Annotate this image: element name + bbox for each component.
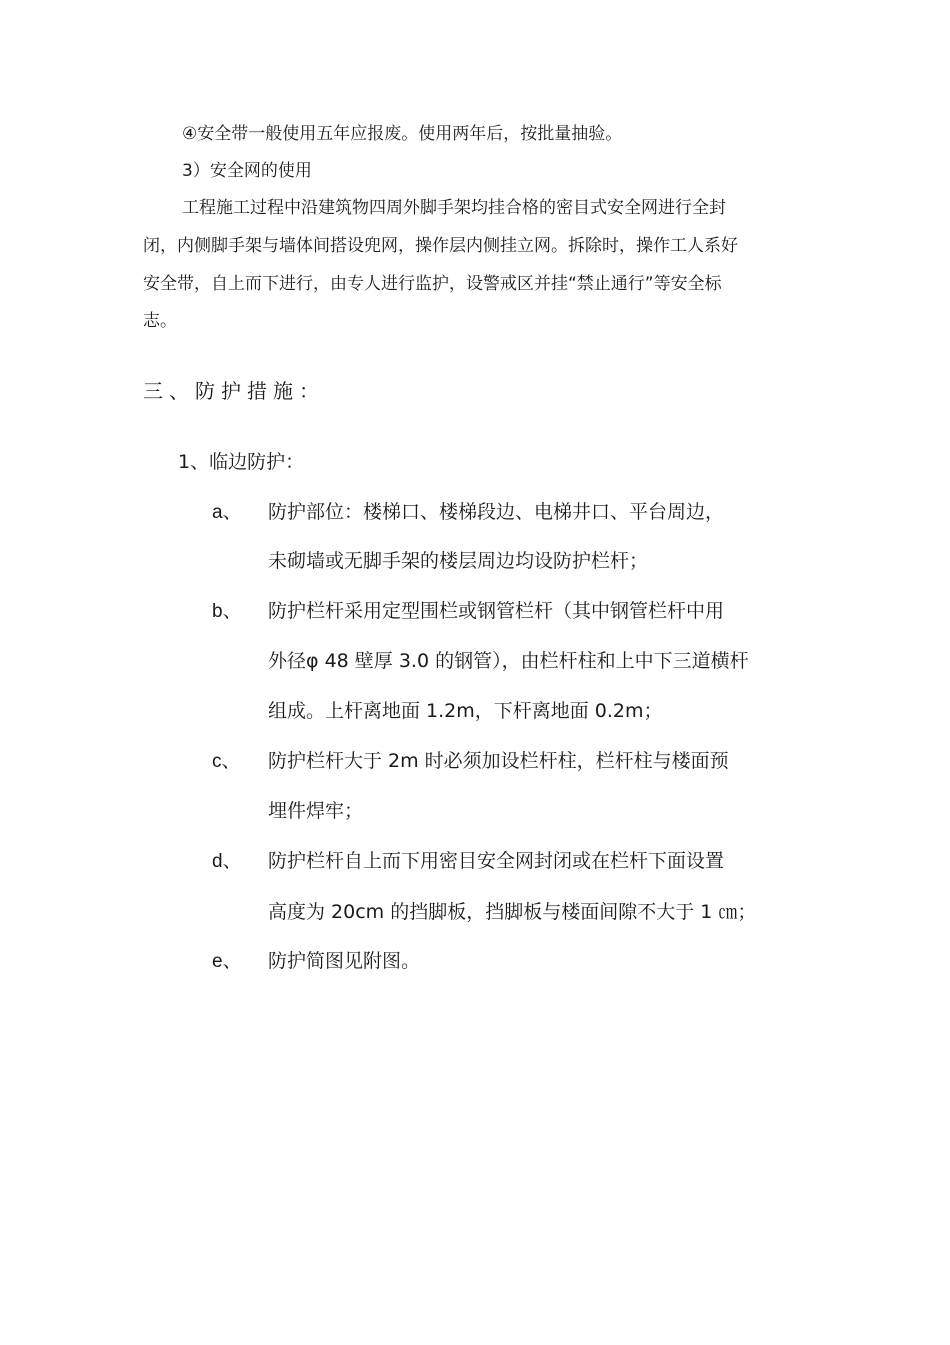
list-item-line: 防护栏杆大于 2m 时必须加设栏杆柱，栏杆柱与楼面预: [268, 750, 729, 772]
list-item-line: 外径φ 48 壁厚 3.0 的钢管），由栏杆柱和上中下三道横杆: [268, 650, 749, 672]
list-marker: d、: [212, 851, 242, 872]
list-item-line: 埋件焊牢；: [268, 800, 364, 822]
paragraph-line: 志。: [143, 311, 177, 331]
subheading: 3）安全网的使用: [182, 161, 312, 181]
list-marker: a、: [212, 502, 242, 523]
list-item-line: 防护部位：楼梯口、楼梯段边、电梯井口、平台周边，: [268, 501, 725, 523]
list-marker: b、: [212, 601, 242, 622]
paragraph-line: 闭，内侧脚手架与墙体间搭设兜网，操作层内侧挂立网。拆除时，操作工人系好: [143, 236, 738, 256]
list-item-line: 防护栏杆自上而下用密目安全网封闭或在栏杆下面设置: [268, 850, 725, 872]
list-item-line: 未砌墙或无脚手架的楼层周边均设防护栏杆；: [268, 550, 649, 572]
list-item-line: 防护简图见附图。: [268, 950, 421, 972]
paragraph-line: 工程施工过程中沿建筑物四周外脚手架均挂合格的密目式安全网进行全封: [182, 198, 726, 218]
list-item-line: 组成。上杆离地面 1.2m，下杆离地面 0.2m；: [268, 700, 663, 722]
text-line: ④安全带一般使用五年应报废。使用两年后，按批量抽验。: [182, 124, 623, 144]
paragraph-line: 安全带，自上而下进行，由专人进行监护，设警戒区并挂“禁止通行”等安全标: [143, 274, 722, 294]
item-title: 1、临边防护：: [178, 451, 305, 473]
list-marker: e、: [212, 951, 242, 972]
list-marker: c、: [212, 751, 241, 772]
section-heading: 三、防护措施：: [143, 379, 325, 403]
list-item-line: 高度为 20cm 的挡脚板，挡脚板与楼面间隙不大于 1 ㎝；: [268, 901, 757, 923]
list-item-line: 防护栏杆采用定型围栏或钢管栏杆（其中钢管栏杆中用: [268, 600, 725, 622]
